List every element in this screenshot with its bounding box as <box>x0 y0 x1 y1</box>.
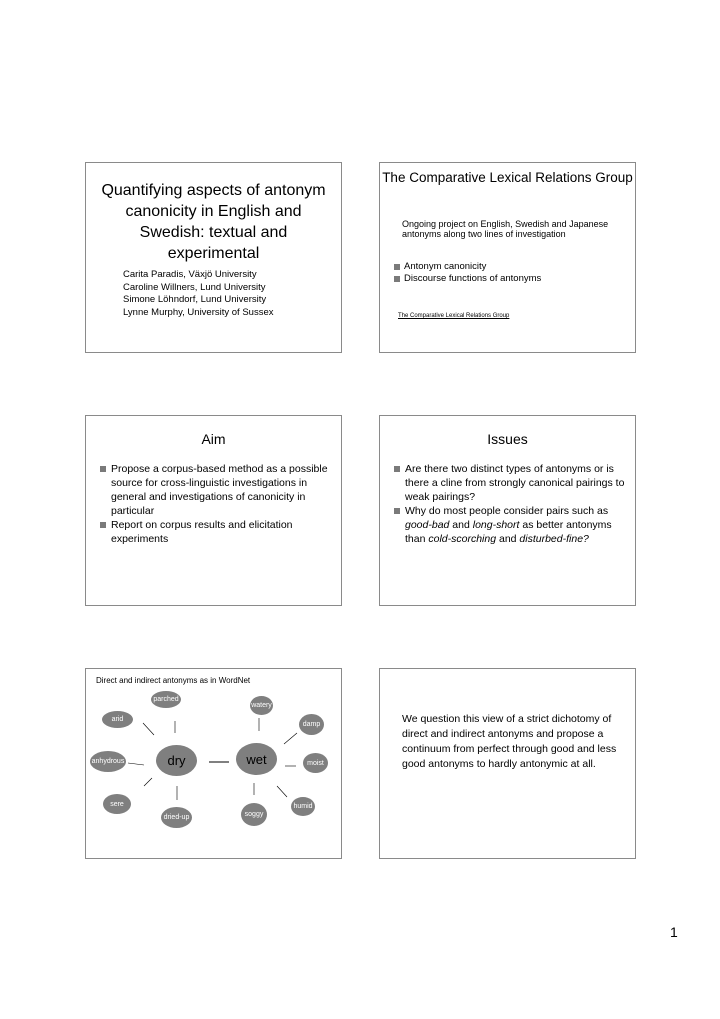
bullet-square-icon <box>394 466 400 472</box>
author-item: Carita Paradis, Växjö University <box>123 269 257 280</box>
bullet-item <box>394 261 541 273</box>
arrow-line <box>128 763 144 765</box>
node-humid: humid <box>291 797 315 816</box>
slide-wordnet-label: Direct and indirect antonyms as in WordNet <box>96 676 251 685</box>
page-number: 1 <box>670 924 678 940</box>
node-soggy: soggy <box>241 803 267 826</box>
node-watery: watery <box>250 696 273 715</box>
slide-aim <box>85 415 342 606</box>
bullet-list <box>394 261 541 285</box>
slide-title-heading: Quantifying aspects of antonym canonicity in English and Swedish: textual and experimental <box>101 182 326 262</box>
bullet-square-icon <box>394 276 400 282</box>
node-moist: moist <box>303 753 328 773</box>
slide-wordnet <box>85 668 342 859</box>
bullet-text: Antonym canonicity <box>404 261 487 272</box>
group-link[interactable]: The Comparative Lexical Relations Group <box>398 313 510 319</box>
author-list <box>123 269 273 319</box>
arrow-line <box>277 786 287 797</box>
slide-aim-heading: Aim <box>201 431 226 447</box>
bullet-item <box>394 462 626 504</box>
node-wet: wet <box>236 743 277 775</box>
bullet-text: Propose a corpus-based method as a possible source for cross-linguistic investigations in general and investigations of canonicity in particular <box>111 463 328 517</box>
node-dried-up: dried-up <box>161 807 192 828</box>
bullet-square-icon <box>394 508 400 514</box>
bullet-item <box>394 273 541 285</box>
bullet-item <box>394 504 626 546</box>
node-dry: dry <box>156 745 197 776</box>
slide-issues-heading: Issues <box>487 431 528 447</box>
bullet-square-icon <box>394 264 400 270</box>
slide-group <box>379 162 636 353</box>
node-sere: sere <box>103 794 131 814</box>
bullet-text: Why do most people consider pairs such as good-bad and long-short as better antonyms than cold-scorching and disturbed-fine? <box>405 505 612 545</box>
slide-group-heading: The Comparative Lexical Relations Group <box>382 170 633 185</box>
slide-issues <box>379 415 636 606</box>
node-damp: damp <box>299 714 324 735</box>
bullet-text: Are there two distinct types of antonyms or is there a cline from strongly canonical pairings to weak pairings? <box>405 463 625 503</box>
bullet-text: Discourse functions of antonyms <box>404 273 542 284</box>
slide-title <box>85 162 342 353</box>
node-parched: parched <box>151 691 181 708</box>
node-arid: arid <box>102 711 133 728</box>
bullet-item <box>100 518 328 546</box>
bullet-square-icon <box>100 522 106 528</box>
bullet-list <box>394 462 626 546</box>
bullet-text: Report on corpus results and elicitation experiments <box>111 519 293 545</box>
slide-view-text: We question this view of a strict dichotomy of direct and indirect antonyms and propose a continuum from perfect through good and less good antonyms to hardly antonymic at all. <box>402 713 617 770</box>
slide-group-intro: Ongoing project on English, Swedish and Japanese antonyms along two lines of investigation <box>402 219 609 239</box>
arrow-line <box>144 778 152 786</box>
author-item: Lynne Murphy, University of Sussex <box>123 306 274 318</box>
author-item: Simone Löhndorf, Lund University <box>123 294 267 305</box>
bullet-square-icon <box>100 466 106 472</box>
author-item: Caroline Willners, Lund University <box>123 281 266 293</box>
bullet-list <box>100 462 328 546</box>
node-anhydrous: anhydrous <box>90 751 126 772</box>
arrow-line <box>284 733 297 744</box>
bullet-item <box>100 462 328 518</box>
slide-view <box>379 668 636 859</box>
arrow-line <box>143 723 154 735</box>
